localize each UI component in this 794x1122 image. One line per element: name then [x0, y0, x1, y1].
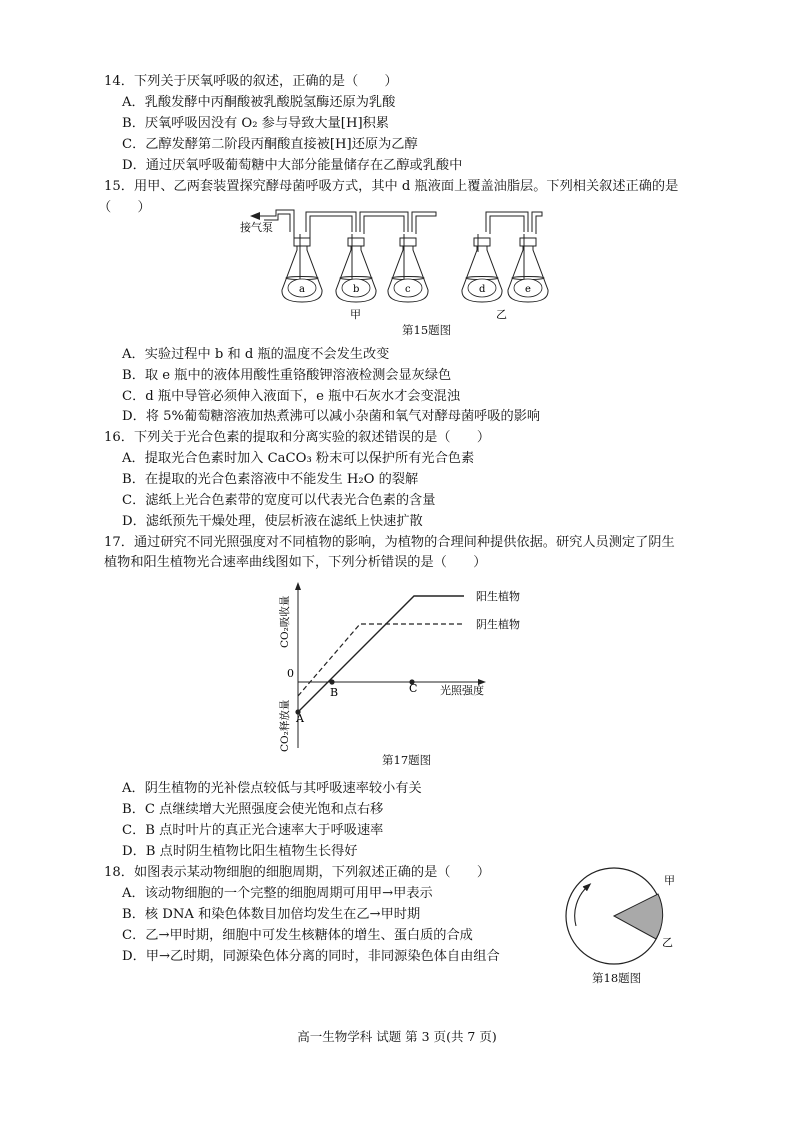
- question-stem: 16．下列关于光合色素的提取和分离实验的叙述错误的是（ ）: [104, 430, 491, 445]
- answer-bracket: （ ）: [98, 200, 151, 215]
- set-yi-label: 乙: [496, 308, 507, 321]
- x-axis-label: 光照强度: [440, 684, 484, 697]
- question-stem: 15．用甲、乙两套装置探究酵母菌呼吸方式，其中 d 瓶液面上覆盖油脂层。下列相关叙述正确的是: [104, 179, 679, 194]
- flask-e-label: e: [525, 284, 531, 295]
- question-stem: 14．下列关于厌氧呼吸的叙述，正确的是（ ）: [104, 74, 398, 89]
- option-a: A．提取光合色素时加入 CaCO₃ 粉末可以保护所有光合色素: [122, 451, 475, 466]
- point-b-label: B: [330, 686, 339, 699]
- option-a: A．阴生植物的光补偿点较低与其呼吸速率较小有关: [122, 781, 422, 796]
- cell-cycle-figure: [558, 864, 688, 974]
- origin-label: 0: [287, 667, 294, 680]
- question-stem-line-2: 植物和阳生植物光合速率曲线图如下，下列分析错误的是（ ）: [104, 555, 487, 570]
- flask-b-label: b: [353, 284, 360, 295]
- phase-sector: [614, 894, 663, 939]
- option-d: D．滤纸预先干燥处理，使层析液在滤纸上快速扩散: [122, 514, 423, 529]
- option-d: D．B 点时阴生植物比阳生植物生长得好: [122, 844, 358, 859]
- point-c-label: C: [409, 682, 418, 695]
- option-a: A．该动物细胞的一个完整的细胞周期可用甲→甲表示: [122, 886, 433, 901]
- y-up-label: CO₂吸收量: [279, 595, 291, 648]
- option-a: A．乳酸发酵中丙酮酸被乳酸脱氢酶还原为乳酸: [122, 95, 396, 110]
- apparatus-figure: [236, 204, 566, 324]
- question-stem-line-1: 17．通过研究不同光照强度对不同植物的影响，为植物的合理间种提供依据。研究人员测定了阴生: [104, 535, 675, 550]
- option-c: C．滤纸上光合色素带的宽度可以代表光合色素的含量: [122, 493, 436, 508]
- option-b: B．在提取的光合色素溶液中不能发生 H₂O 的裂解: [122, 472, 419, 487]
- option-c: C．乙→甲时期，细胞中可发生核糖体的增生、蛋白质的合成: [122, 928, 473, 943]
- option-b: B．核 DNA 和染色体数目加倍均发生在乙→甲时期: [122, 907, 421, 922]
- option-a: A．实验过程中 b 和 d 瓶的温度不会发生改变: [122, 347, 390, 362]
- option-d: D．将 5%葡萄糖溶液加热煮沸可以减小杂菌和氧气对酵母菌呼吸的影响: [122, 409, 541, 424]
- question-stem: 18．如图表示某动物细胞的细胞周期，下列叙述正确的是（ ）: [104, 865, 491, 880]
- series-sun-label: 阳生植物: [476, 590, 520, 603]
- figure-caption: 第18题图: [592, 971, 642, 985]
- flask-c-label: c: [405, 284, 411, 295]
- option-b: B．C 点继续增大光照强度会使光饱和点右移: [122, 802, 384, 817]
- label-jia: 甲: [664, 874, 675, 887]
- option-c: C．乙醇发酵第二阶段丙酮酸直接被[H]还原为乙醇: [122, 137, 418, 152]
- point-a-label: A: [296, 712, 304, 725]
- figure-caption: 第15题图: [402, 323, 452, 337]
- option-c: C．B 点时叶片的真正光合速率大于呼吸速率: [122, 823, 384, 838]
- figure-caption: 第17题图: [382, 753, 432, 767]
- option-c: C．d 瓶中导管必须伸入液面下，e 瓶中石灰水才会变混浊: [122, 389, 461, 404]
- photosynthesis-rate-graph: [268, 580, 538, 750]
- option-d: D．通过厌氧呼吸葡萄糖中大部分能量储存在乙醇或乳酸中: [122, 158, 463, 173]
- flask-a-label: a: [299, 284, 305, 295]
- direction-arrow: [575, 886, 588, 926]
- set-jia-label: 甲: [350, 308, 361, 321]
- label-yi: 乙: [662, 936, 673, 949]
- series-shade-label: 阴生植物: [476, 618, 520, 631]
- option-b: B．厌氧呼吸因没有 O₂ 参与导致大量[H]积累: [122, 116, 389, 131]
- option-d: D．甲→乙时期，同源染色体分离的同时，非同源染色体自由组合: [122, 949, 500, 964]
- y-down-label: CO₂释放量: [279, 699, 291, 752]
- option-b: B．取 e 瓶中的液体用酸性重铬酸钾溶液检测会显灰绿色: [122, 368, 452, 383]
- flask-d-label: d: [479, 284, 486, 295]
- page-footer: 高一生物学科 试题 第 3 页(共 7 页): [297, 1029, 497, 1044]
- point-b: [329, 679, 334, 684]
- pump-label: 接气泵: [240, 221, 273, 234]
